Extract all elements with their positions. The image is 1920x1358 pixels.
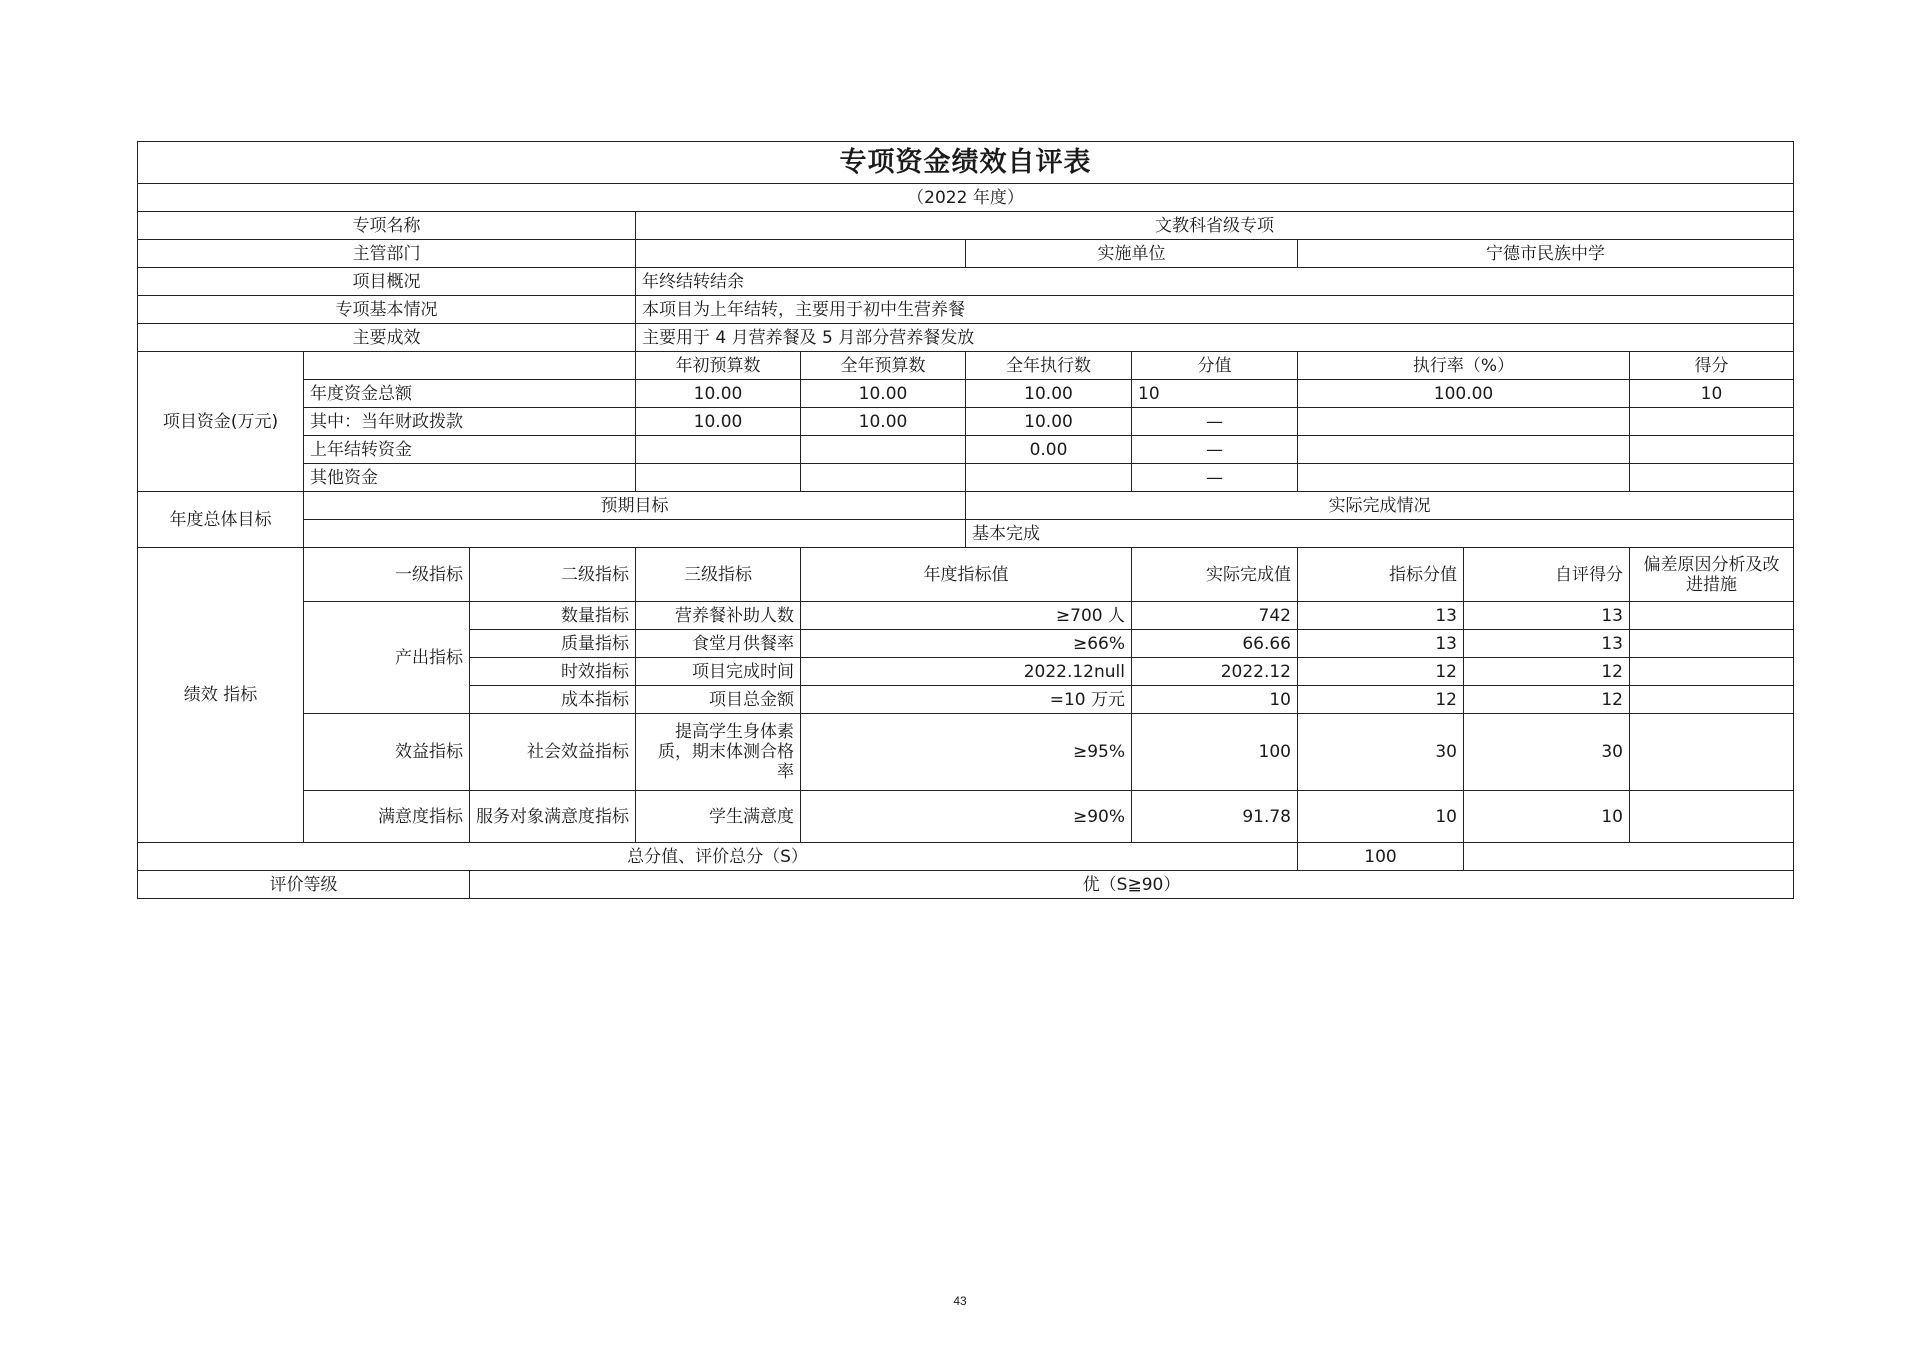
year-label: （2022 年度）	[138, 184, 1794, 212]
perf-header: 二级指标	[470, 548, 636, 602]
project-name-label: 专项名称	[138, 212, 636, 240]
perf-l3: 营养餐补助人数	[636, 602, 801, 630]
perf-header: 三级指标	[636, 548, 801, 602]
perf-target: ≥66%	[801, 630, 1132, 658]
funds-cell	[801, 464, 966, 492]
perf-header: 指标分值	[1298, 548, 1464, 602]
funds-cell: —	[1132, 436, 1298, 464]
goal-expected-label: 预期目标	[304, 492, 966, 520]
perf-note	[1630, 791, 1794, 843]
unit-value: 宁德市民族中学	[1298, 240, 1794, 268]
funds-cell: 10.00	[636, 380, 801, 408]
perf-section-label: 绩效 指标	[138, 548, 304, 843]
perf-actual: 91.78	[1132, 791, 1298, 843]
funds-section-label: 项目资金(万元)	[138, 352, 304, 492]
grade-label: 评价等级	[138, 871, 470, 899]
perf-note	[1630, 686, 1794, 714]
perf-target: ≥90%	[801, 791, 1132, 843]
funds-cell: 0.00	[966, 436, 1132, 464]
goal-actual-value: 基本完成	[966, 520, 1794, 548]
funds-cell	[1298, 464, 1630, 492]
perf-score: 12	[1464, 686, 1630, 714]
funds-cell: —	[1132, 408, 1298, 436]
situation-value: 本项目为上年结转，主要用于初中生营养餐	[636, 296, 1794, 324]
funds-cell: 10.00	[801, 408, 966, 436]
page-number: 43	[953, 1294, 967, 1308]
perf-weight: 12	[1298, 658, 1464, 686]
overview-value: 年终结转结余	[636, 268, 1794, 296]
total-value: 100	[1298, 843, 1464, 871]
perf-weight: 30	[1298, 714, 1464, 791]
funds-header: 年初预算数	[636, 352, 801, 380]
perf-header: 一级指标	[304, 548, 470, 602]
perf-note	[1630, 630, 1794, 658]
benefit-l1-label: 效益指标	[304, 714, 470, 791]
funds-header: 分值	[1132, 352, 1298, 380]
funds-cell	[636, 464, 801, 492]
achievement-label: 主要成效	[138, 324, 636, 352]
total-extra	[1464, 843, 1794, 871]
performance-evaluation-table	[137, 141, 1794, 899]
perf-target: 2022.12null	[801, 658, 1132, 686]
funds-header: 全年执行数	[966, 352, 1132, 380]
perf-l3: 提高学生身体素质，期末体测合格率	[636, 714, 801, 791]
perf-header: 年度指标值	[801, 548, 1132, 602]
funds-cell: 10.00	[966, 408, 1132, 436]
perf-weight: 13	[1298, 602, 1464, 630]
perf-score: 13	[1464, 630, 1630, 658]
funds-cell	[801, 436, 966, 464]
funds-cell	[636, 436, 801, 464]
perf-note	[1630, 658, 1794, 686]
perf-l3: 学生满意度	[636, 791, 801, 843]
goal-section-label: 年度总体目标	[138, 492, 304, 548]
dept-value	[636, 240, 966, 268]
perf-score: 10	[1464, 791, 1630, 843]
perf-header: 实际完成值	[1132, 548, 1298, 602]
perf-actual: 66.66	[1132, 630, 1298, 658]
perf-target: =10 万元	[801, 686, 1132, 714]
funds-cell: 10.00	[801, 380, 966, 408]
funds-cell: 10.00	[966, 380, 1132, 408]
perf-score: 12	[1464, 658, 1630, 686]
funds-cell	[1298, 436, 1630, 464]
perf-actual: 10	[1132, 686, 1298, 714]
funds-cell: 10.00	[636, 408, 801, 436]
perf-target: ≥95%	[801, 714, 1132, 791]
perf-l2: 数量指标	[470, 602, 636, 630]
situation-label: 专项基本情况	[138, 296, 636, 324]
page-title: 专项资金绩效自评表	[138, 142, 1794, 184]
total-label: 总分值、评价总分（S）	[138, 843, 1298, 871]
satisfaction-l1-label: 满意度指标	[304, 791, 470, 843]
funds-cell: —	[1132, 464, 1298, 492]
overview-label: 项目概况	[138, 268, 636, 296]
perf-l2: 时效指标	[470, 658, 636, 686]
perf-actual: 742	[1132, 602, 1298, 630]
funds-header-blank	[304, 352, 636, 380]
funds-header: 全年预算数	[801, 352, 966, 380]
goal-expected-value	[304, 520, 966, 548]
perf-l2: 服务对象满意度指标	[470, 791, 636, 843]
perf-l3: 食堂月供餐率	[636, 630, 801, 658]
funds-row-label: 上年结转资金	[304, 436, 636, 464]
funds-row-label: 年度资金总额	[304, 380, 636, 408]
project-name-value: 文教科省级专项	[636, 212, 1794, 240]
funds-cell	[966, 464, 1132, 492]
dept-label: 主管部门	[138, 240, 636, 268]
perf-l2: 质量指标	[470, 630, 636, 658]
funds-row-label: 其他资金	[304, 464, 636, 492]
funds-header: 执行率（%）	[1298, 352, 1630, 380]
perf-score: 30	[1464, 714, 1630, 791]
perf-l3: 项目完成时间	[636, 658, 801, 686]
perf-l2: 社会效益指标	[470, 714, 636, 791]
funds-cell	[1630, 436, 1794, 464]
funds-cell: 100.00	[1298, 380, 1630, 408]
funds-cell	[1298, 408, 1630, 436]
output-l1-label: 产出指标	[304, 602, 470, 714]
goal-actual-label: 实际完成情况	[966, 492, 1794, 520]
funds-cell	[1630, 464, 1794, 492]
perf-actual: 100	[1132, 714, 1298, 791]
perf-weight: 12	[1298, 686, 1464, 714]
funds-cell	[1630, 408, 1794, 436]
perf-score: 13	[1464, 602, 1630, 630]
perf-note	[1630, 714, 1794, 791]
funds-cell: 10	[1630, 380, 1794, 408]
perf-l3: 项目总金额	[636, 686, 801, 714]
perf-header: 偏差原因分析及改进措施	[1630, 548, 1794, 602]
perf-weight: 13	[1298, 630, 1464, 658]
perf-header: 自评得分	[1464, 548, 1630, 602]
perf-actual: 2022.12	[1132, 658, 1298, 686]
perf-weight: 10	[1298, 791, 1464, 843]
grade-value: 优（S≧90）	[470, 871, 1794, 899]
funds-header: 得分	[1630, 352, 1794, 380]
funds-cell: 10	[1132, 380, 1298, 408]
funds-row-label: 其中：当年财政拨款	[304, 408, 636, 436]
perf-l2: 成本指标	[470, 686, 636, 714]
perf-target: ≥700 人	[801, 602, 1132, 630]
perf-note	[1630, 602, 1794, 630]
unit-label: 实施单位	[966, 240, 1298, 268]
achievement-value: 主要用于 4 月营养餐及 5 月部分营养餐发放	[636, 324, 1794, 352]
